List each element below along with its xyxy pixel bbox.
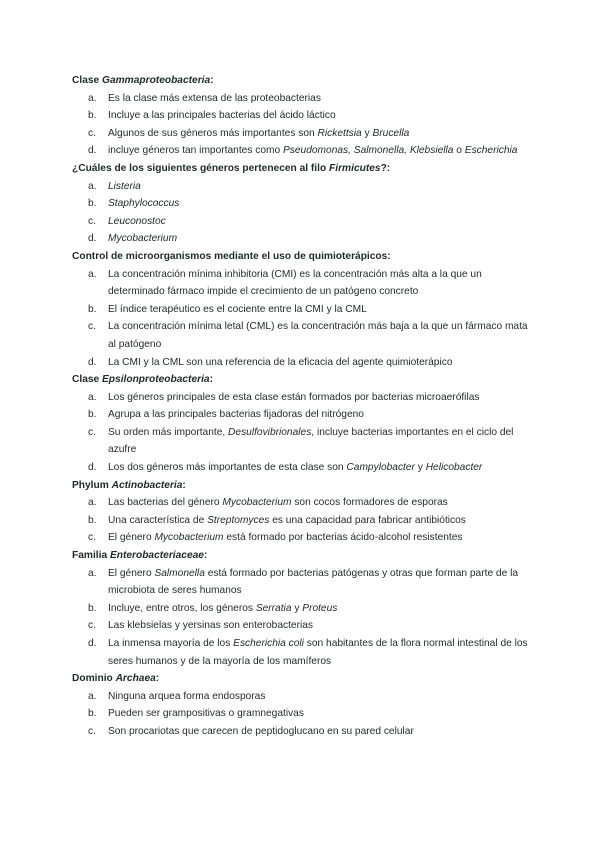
italic-term: Epsilonproteobacteria [102,374,210,386]
text-run: Son procariotas que carecen de peptidoglucano en su pared celular [108,725,414,737]
text-run: Dominio [72,673,116,685]
italic-term: Enterobacteriaceae [109,550,204,562]
text-run: Ninguna arquea forma endosporas [108,690,266,702]
text-run: Los géneros principales de esta clase están formados por bacterias microaerófilas [108,391,480,403]
answer-list [72,389,532,477]
text-run: o [453,145,465,157]
option-letter: c. [88,321,96,333]
answer-option [72,617,532,635]
italic-term: Escherichia [464,145,518,157]
italic-term: Rickettsia [317,127,362,139]
italic-term: Mycobacterium [222,497,292,509]
text-run: Es la clase más extensa de las proteobacterias [108,92,321,104]
option-letter: b. [88,303,97,315]
option-letter: d. [88,145,97,157]
answer-option [72,723,532,741]
text-run: y [414,462,426,474]
option-letter: c. [88,532,96,544]
text-run: Phylum [72,479,112,491]
text-run: La inmensa mayoría de los [108,638,234,649]
text-run: : [203,550,208,562]
option-letter: d. [88,462,97,474]
italic-term: Helicobacter [425,462,483,474]
text-run: Pueden ser grampositivas o gramnegativas [108,708,304,720]
option-letter: d. [88,356,97,368]
question-title [72,670,532,688]
option-letter: b. [88,514,97,526]
answer-option [72,301,532,319]
question-block [72,477,532,547]
option-letter: b. [88,409,97,421]
answer-option [72,494,532,512]
text-run: El índice terapéutico es el cociente entre la CMI y la CML [108,303,367,315]
answer-option [72,125,532,143]
text-run: Una característica de [108,514,208,526]
answer-option [72,600,532,618]
text-run: La concentración mínima inhibitoria (CMI) es la concentración más alta a la que un determinado fármaco impide el crecimiento de un patógeno concreto [108,268,482,298]
answer-option [72,459,532,477]
italic-term: Salmonella [154,567,205,579]
italic-term: Proteus [302,602,338,614]
answer-option [72,107,532,125]
option-letter: a. [88,690,97,702]
text-run: Clase [72,75,103,86]
question-title [72,477,532,495]
option-letter: c. [88,215,96,227]
option-letter: b. [88,602,97,614]
italic-term: Firmicutes [329,162,381,174]
question-title [72,371,532,389]
text-run: : [210,75,214,86]
italic-term: Archaea [115,673,156,685]
answer-list [72,90,532,160]
question-block [72,72,532,160]
text-run: y [291,602,303,614]
answer-list [72,494,532,547]
text-run: es una capacidad para fabricar antibióticos [269,514,466,526]
document-body [72,72,532,741]
answer-list [72,266,532,372]
italic-term: Leuconostoc [108,215,166,227]
option-letter: a. [88,180,97,192]
question-block [72,371,532,477]
text-run: Las klebsielas y yersinas son enterobacterias [108,620,313,632]
text-run: son cocos formadores de esporas [291,497,448,509]
answer-option [72,318,532,353]
text-run: son habitantes de la flora normal intestinal de los seres humanos y de la mayoría de los mamíferos [108,638,528,667]
answer-option [72,142,532,160]
answer-option [72,705,532,723]
question-block [72,248,532,371]
text-run: : [182,479,186,491]
option-letter: c. [88,725,96,737]
italic-term: Pseudomonas, Salmonella, Klebsiella [282,145,454,157]
text-run: ?: [380,162,391,174]
answer-option [72,512,532,530]
text-run: Familia [72,550,110,562]
text-run: Incluye, entre otros, los géneros [108,602,256,614]
question-title [72,160,532,178]
italic-term: Streptomyces [207,514,270,526]
italic-term: Mycobacterium [108,233,178,245]
option-letter: d. [88,638,97,649]
option-letter: d. [88,233,97,245]
italic-term: Staphylococcus [108,198,180,210]
answer-option [72,266,532,301]
italic-term: Listeria [108,180,141,192]
italic-term: Serratia [255,602,292,614]
answer-option [72,90,532,108]
question-title [72,547,532,565]
text-run: : [155,673,160,685]
option-letter: a. [88,497,97,509]
text-run: Incluye a las principales bacterias del ácido láctico [108,110,336,122]
text-run: ¿Cuáles de los siguientes géneros pertenecen al filo [72,162,330,174]
answer-list [72,178,532,248]
option-letter: c. [88,127,96,139]
option-letter: a. [88,268,97,280]
question-block [72,670,532,740]
text-run: Las bacterias del género [108,497,223,509]
italic-term: Gammaproteobacteria [102,75,211,86]
text-run: La concentración mínima letal (CML) es la concentración más baja a la que un fármaco mata al patógeno [108,321,528,350]
answer-option [72,565,532,600]
question-title [72,248,532,266]
question-block [72,160,532,248]
text-run: Clase [72,374,103,386]
answer-option [72,406,532,424]
answer-option [72,635,532,670]
text-run: : [209,374,213,386]
answer-option [72,195,532,213]
italic-term: Mycobacterium [154,532,224,544]
answer-option [72,529,532,547]
option-letter: c. [88,620,96,632]
answer-option [72,424,532,459]
text-run: El género [108,567,155,579]
option-letter: c. [88,426,96,438]
option-letter: b. [88,110,97,122]
option-letter: a. [88,567,97,579]
answer-option [72,389,532,407]
text-run: y [361,127,373,139]
text-run: La CMI y la CML son una referencia de la eficacia del agente quimioterápico [108,356,453,368]
text-run: Control de microorganismos mediante el uso de quimioterápicos: [72,250,391,262]
option-letter: a. [88,391,97,403]
option-letter: a. [88,92,97,104]
answer-list [72,565,532,671]
text-run: está formado por bacterias ácido-alcohol resistentes [223,532,463,544]
answer-option [72,178,532,196]
italic-term: Actinobacteria [111,479,183,491]
text-run: , incluye bacterias importantes en el ciclo del azufre [108,426,514,456]
text-run: El género [108,532,155,544]
answer-list [72,688,532,741]
text-run: Su orden más importante, [108,426,229,438]
italic-term: Desulfovibrionales [228,426,312,438]
option-letter: b. [88,198,97,210]
answer-option [72,354,532,372]
text-run: está formado por bacterias patógenas y otras que forman parte de la microbiota de seres humanos [108,567,519,597]
option-letter: b. [88,708,97,720]
italic-term: Escherichia coli [233,638,304,649]
text-run: incluye géneros tan importantes como [108,145,283,157]
text-run: Los dos géneros más importantes de esta clase son [108,462,347,474]
answer-option [72,213,532,231]
answer-option [72,230,532,248]
italic-term: Campylobacter [346,462,415,474]
answer-option [72,688,532,706]
italic-term: Brucella [372,127,410,139]
question-block [72,547,532,670]
question-title [72,72,532,90]
text-run: Algunos de sus géneros más importantes son [108,127,318,139]
text-run: Agrupa a las principales bacterias fijadoras del nitrógeno [108,409,364,421]
